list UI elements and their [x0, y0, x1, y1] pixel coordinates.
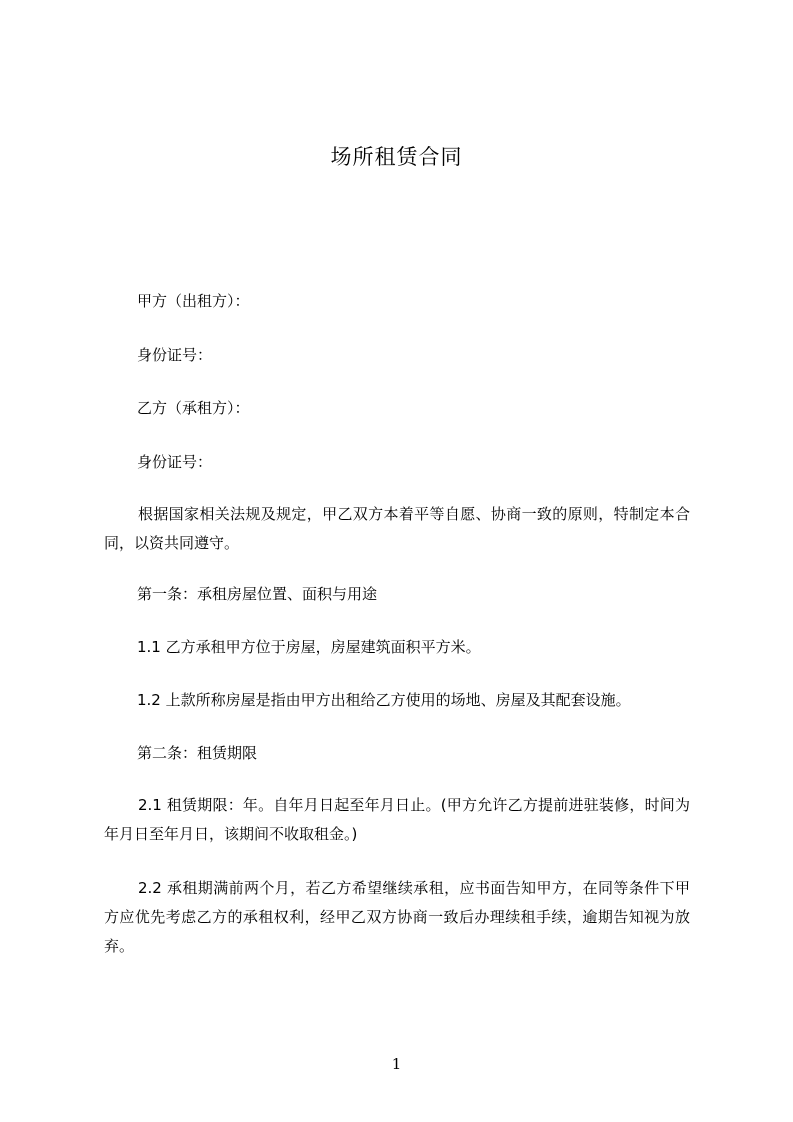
- clause-1-2: 1.2 上款所称房屋是指由甲方出租给乙方使用的场地、房屋及其配套设施。: [137, 691, 631, 709]
- article-2-heading: 第二条：租赁期限: [137, 744, 258, 762]
- party-b-id-label: 身份证号：: [137, 453, 213, 471]
- party-b-label: 乙方（承租方）：: [137, 399, 250, 417]
- preamble-paragraph: 根据国家相关法规及规定，甲乙双方本着平等自愿、协商一致的原则，特制定本合同，以资共同遵守。: [104, 505, 690, 552]
- party-a-label: 甲方（出租方）：: [137, 292, 250, 310]
- article-1-heading: 第一条：承租房屋位置、面积与用途: [137, 585, 378, 603]
- clause-1-1: 1.1 乙方承租甲方位于房屋，房屋建筑面积平方米。: [137, 638, 481, 656]
- party-a-id-label: 身份证号：: [137, 346, 213, 364]
- clause-2-2: 2.2 承租期满前两个月，若乙方希望继续承租，应书面告知甲方，在同等条件下甲方应优先考虑乙方的承租权利，经甲乙双方协商一致后办理续租手续，逾期告知视为放弃。: [104, 879, 690, 955]
- clause-2-1: 2.1 租赁期限：年。自年月日起至年月日止。(甲方允许乙方提前进驻装修，时间为年月日至年月日，该期间不收取租金。): [104, 796, 690, 843]
- page-number: 1: [391, 1055, 402, 1073]
- document-title: 场所租赁合同: [330, 145, 463, 169]
